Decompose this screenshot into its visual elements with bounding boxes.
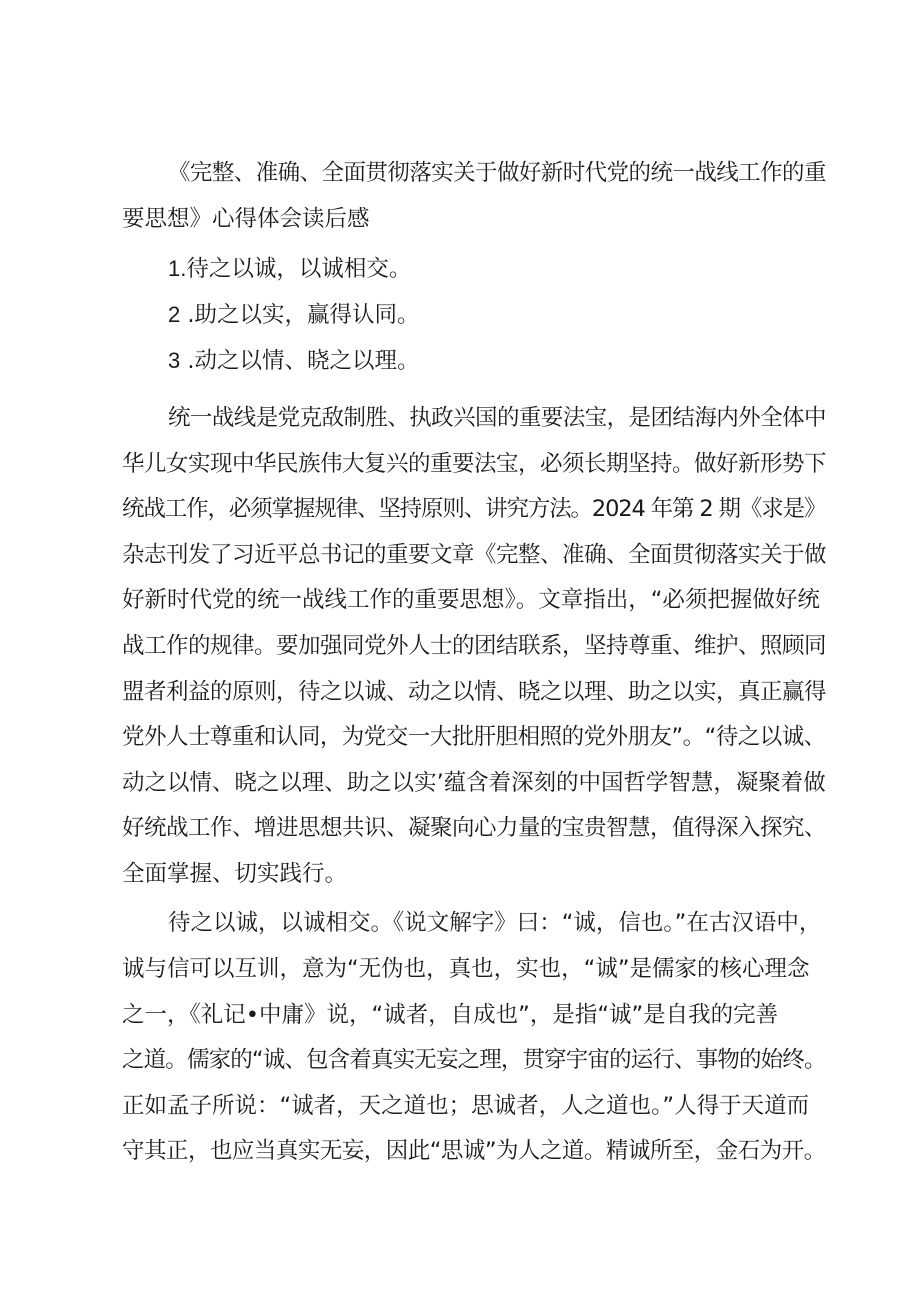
heading-2-text: .助之以实，赢得认同。 bbox=[187, 302, 420, 328]
heading-3-text: .动之以情、晓之以理。 bbox=[187, 348, 420, 374]
document-title-line-2: 要思想》心得体会读后感 bbox=[122, 206, 370, 232]
paragraph-1-line: 好新时代党的统一战线工作的重要思想》。文章指出，“必须把握做好统 bbox=[122, 587, 820, 613]
paragraph-2-line: 守其正，也应当真实无妄，因此“思诚”为人之道。精诚所至，金石为开。 bbox=[122, 1138, 826, 1164]
paragraph-2-line: 正如孟子所说：“诚者，天之道也；思诚者，人之道也。”人得于天道而 bbox=[122, 1093, 810, 1119]
paragraph-1-line: 盟者利益的原则，待之以诚、动之以情、晓之以理、助之以实，真正赢得 bbox=[122, 679, 827, 705]
heading-2 bbox=[168, 300, 420, 330]
heading-1 bbox=[168, 254, 411, 284]
heading-1-text: 待之以诚，以诚相交。 bbox=[186, 256, 412, 282]
heading-2-number: 2 bbox=[168, 302, 181, 327]
paragraph-1-line: 杂志刊发了习近平总书记的重要文章《完整、准确、全面贯彻落实关于做 bbox=[122, 542, 827, 568]
paragraph-1-line: 华儿女实现中华民族伟大复兴的重要法宝，必须长期坚持。做好新形势下 bbox=[122, 451, 827, 477]
paragraph-1-line: 党外人士尊重和认同，为党交一大批肝胆相照的党外朋友”。“待之以诚、 bbox=[122, 724, 826, 750]
paragraph-1-line: 好统战工作、增进思想共识、凝聚向心力量的宝贵智慧，值得深入探究、 bbox=[122, 815, 827, 841]
paragraph-2-line: 诚与信可以互训，意为“无伪也，真也，实也，“诚”是儒家的核心理念 bbox=[122, 956, 810, 982]
heading-3-number: 3 bbox=[168, 348, 181, 373]
paragraph-2-line: 待之以诚，以诚相交。《说文解字》曰：“诚，信也。”在古汉语中， bbox=[168, 910, 822, 936]
document-title-line-1: 《完整、准确、全面贯彻落实关于做好新时代党的统一战线工作的重 bbox=[168, 160, 826, 186]
paragraph-1-line: 统一战线是党克敌制胜、执政兴国的重要法宝，是团结海内外全体中 bbox=[168, 405, 826, 431]
paragraph-2-line: 之道。儒家的“诚、包含着真实无妄之理，贯穿宇宙的运行、事物的始终。 bbox=[122, 1047, 826, 1073]
paragraph-1-line: 统战工作，必须掌握规律、坚持原则、讲究方法。2024 年第 2 期《求是》 bbox=[122, 496, 826, 522]
heading-1-number: 1. bbox=[168, 256, 187, 281]
paragraph-1-line: 战工作的规律。要加强同党外人士的团结联系，坚持尊重、维护、照顾同 bbox=[122, 633, 827, 659]
paragraph-1-line: 全面掌握、切实践行。 bbox=[122, 861, 348, 887]
heading-3 bbox=[168, 346, 420, 376]
paragraph-1-line: 动之以情、晓之以理、助之以实’蕴含着深刻的中国哲学智慧，凝聚着做 bbox=[122, 770, 826, 796]
paragraph-2-line: 之一，《礼记•中庸》说，“诚者，自成也”，是指“诚”是自我的完善 bbox=[122, 1002, 779, 1028]
